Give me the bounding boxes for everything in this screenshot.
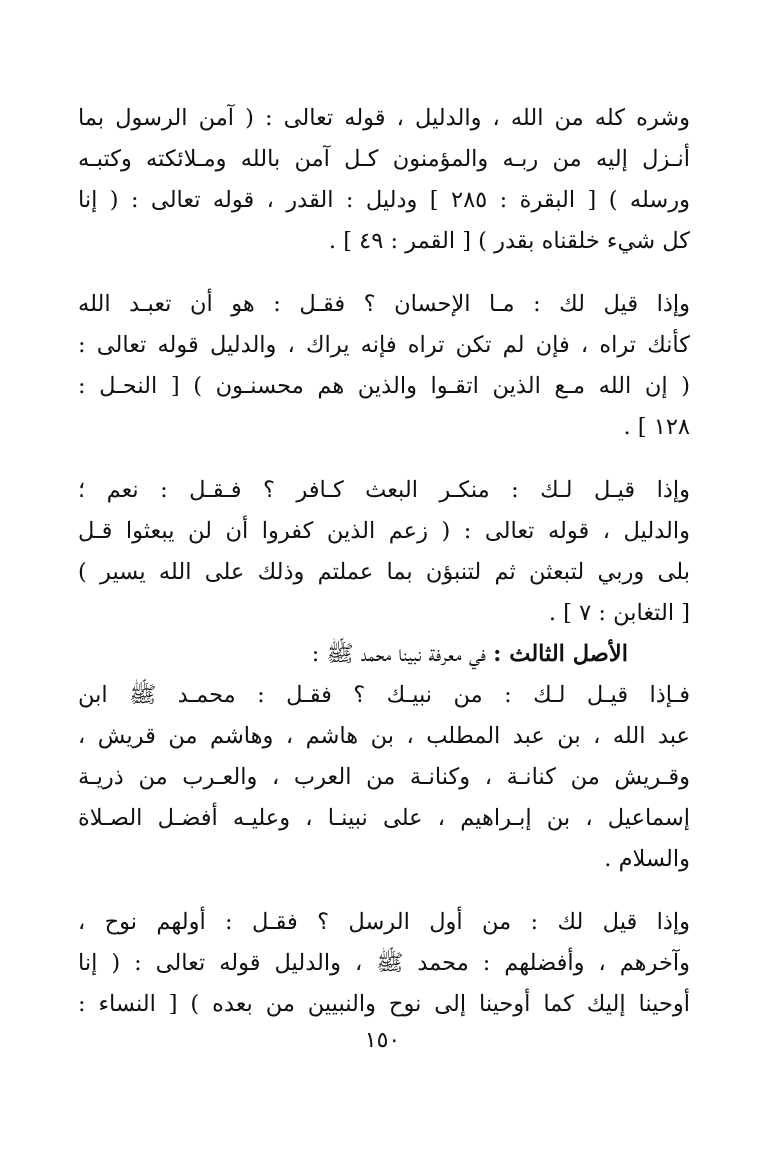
paragraph-resurrection [78,470,690,634]
paragraph-first-messenger [78,902,690,1025]
text-line: وشره كله من الله ، والدليل ، قوله تعالى : ( آمن الرسول بما [78,105,690,131]
section-heading [78,634,690,675]
text-line: ( إن الله مـع الذين اتقـوا والذين هم محسنـون ) [ النحـل : [78,373,690,399]
text-line: وقـريش من كنانـة ، وكنانـة من العرب ، والعـرب من ذريـة [78,764,690,790]
text-line: فـإذا قيـل لـك : من نبيـك ؟ فقـل : محمـد ﷺ ابن [78,682,690,708]
section-heading-title: الأصل الثالث : [493,641,628,667]
text-line: عبد الله ، بن عبد المطلب ، بن هاشم ، وهاشم من قريش ، [78,723,690,749]
text-line: والسلام . [604,846,690,872]
text-line: بلى وربي لتبعثن ثم لتنبؤن بما عملتم وذلك على الله يسير ) [78,559,690,585]
text-line: وإذا قيـل لـك : منكـر البعث كـافر ؟ فـقـل : نعم ؛ [78,477,690,503]
text-line: ١٢٨ ] . [623,414,690,440]
text-line: أوحينا إليك كما أوحينا إلى نوح والنبيين من بعده ) [ النساء : [78,991,690,1017]
text-line: وآخرهم ، وأفضلهم : محمد ﷺ ، والدليل قوله تعالى : ( إنا [78,950,690,976]
text-line: وإذا قيل لك : من أول الرسل ؟ فقـل : أولهم نوح ، [78,909,690,935]
page-body [78,98,690,1025]
text-line: أنـزل إليه من ربـه والمؤمنون كـل آمن بالله ومـلائكته وكتبـه [78,146,690,172]
section-heading-subtitle: في معرفة نبينا محمد ﷺ : [311,641,494,667]
text-line: كل شيء خلقناه بقدر ) [ القمر : ٤٩ ] . [328,228,690,254]
paragraph-faith-and-qadar [78,98,690,262]
text-line: إسماعيل ، بن إبـراهيم ، على نبينـا ، وعليـه أفضـل الصـلاة [78,805,690,831]
text-line: كأنك تراه ، فإن لم تكن تراه فإنه يراك ، والدليل قوله تعالى : [78,332,690,358]
text-line: ورسله ) [ البقرة : ٢٨٥ ] ودليل : القدر ، قوله تعالى : ( إنا [78,187,690,213]
text-line: وإذا قيل لك : مـا الإحسان ؟ فقـل : هو أن تعبـد الله [78,291,690,317]
paragraph-ihsan [78,284,690,448]
text-line: والدليل ، قوله تعالى : ( زعم الذين كفروا أن لن يبعثوا قـل [78,518,690,544]
text-line: [ التغابن : ٧ ] . [548,600,690,626]
paragraph-lineage [78,675,690,880]
page-number: ١٥٠ [364,1028,401,1053]
